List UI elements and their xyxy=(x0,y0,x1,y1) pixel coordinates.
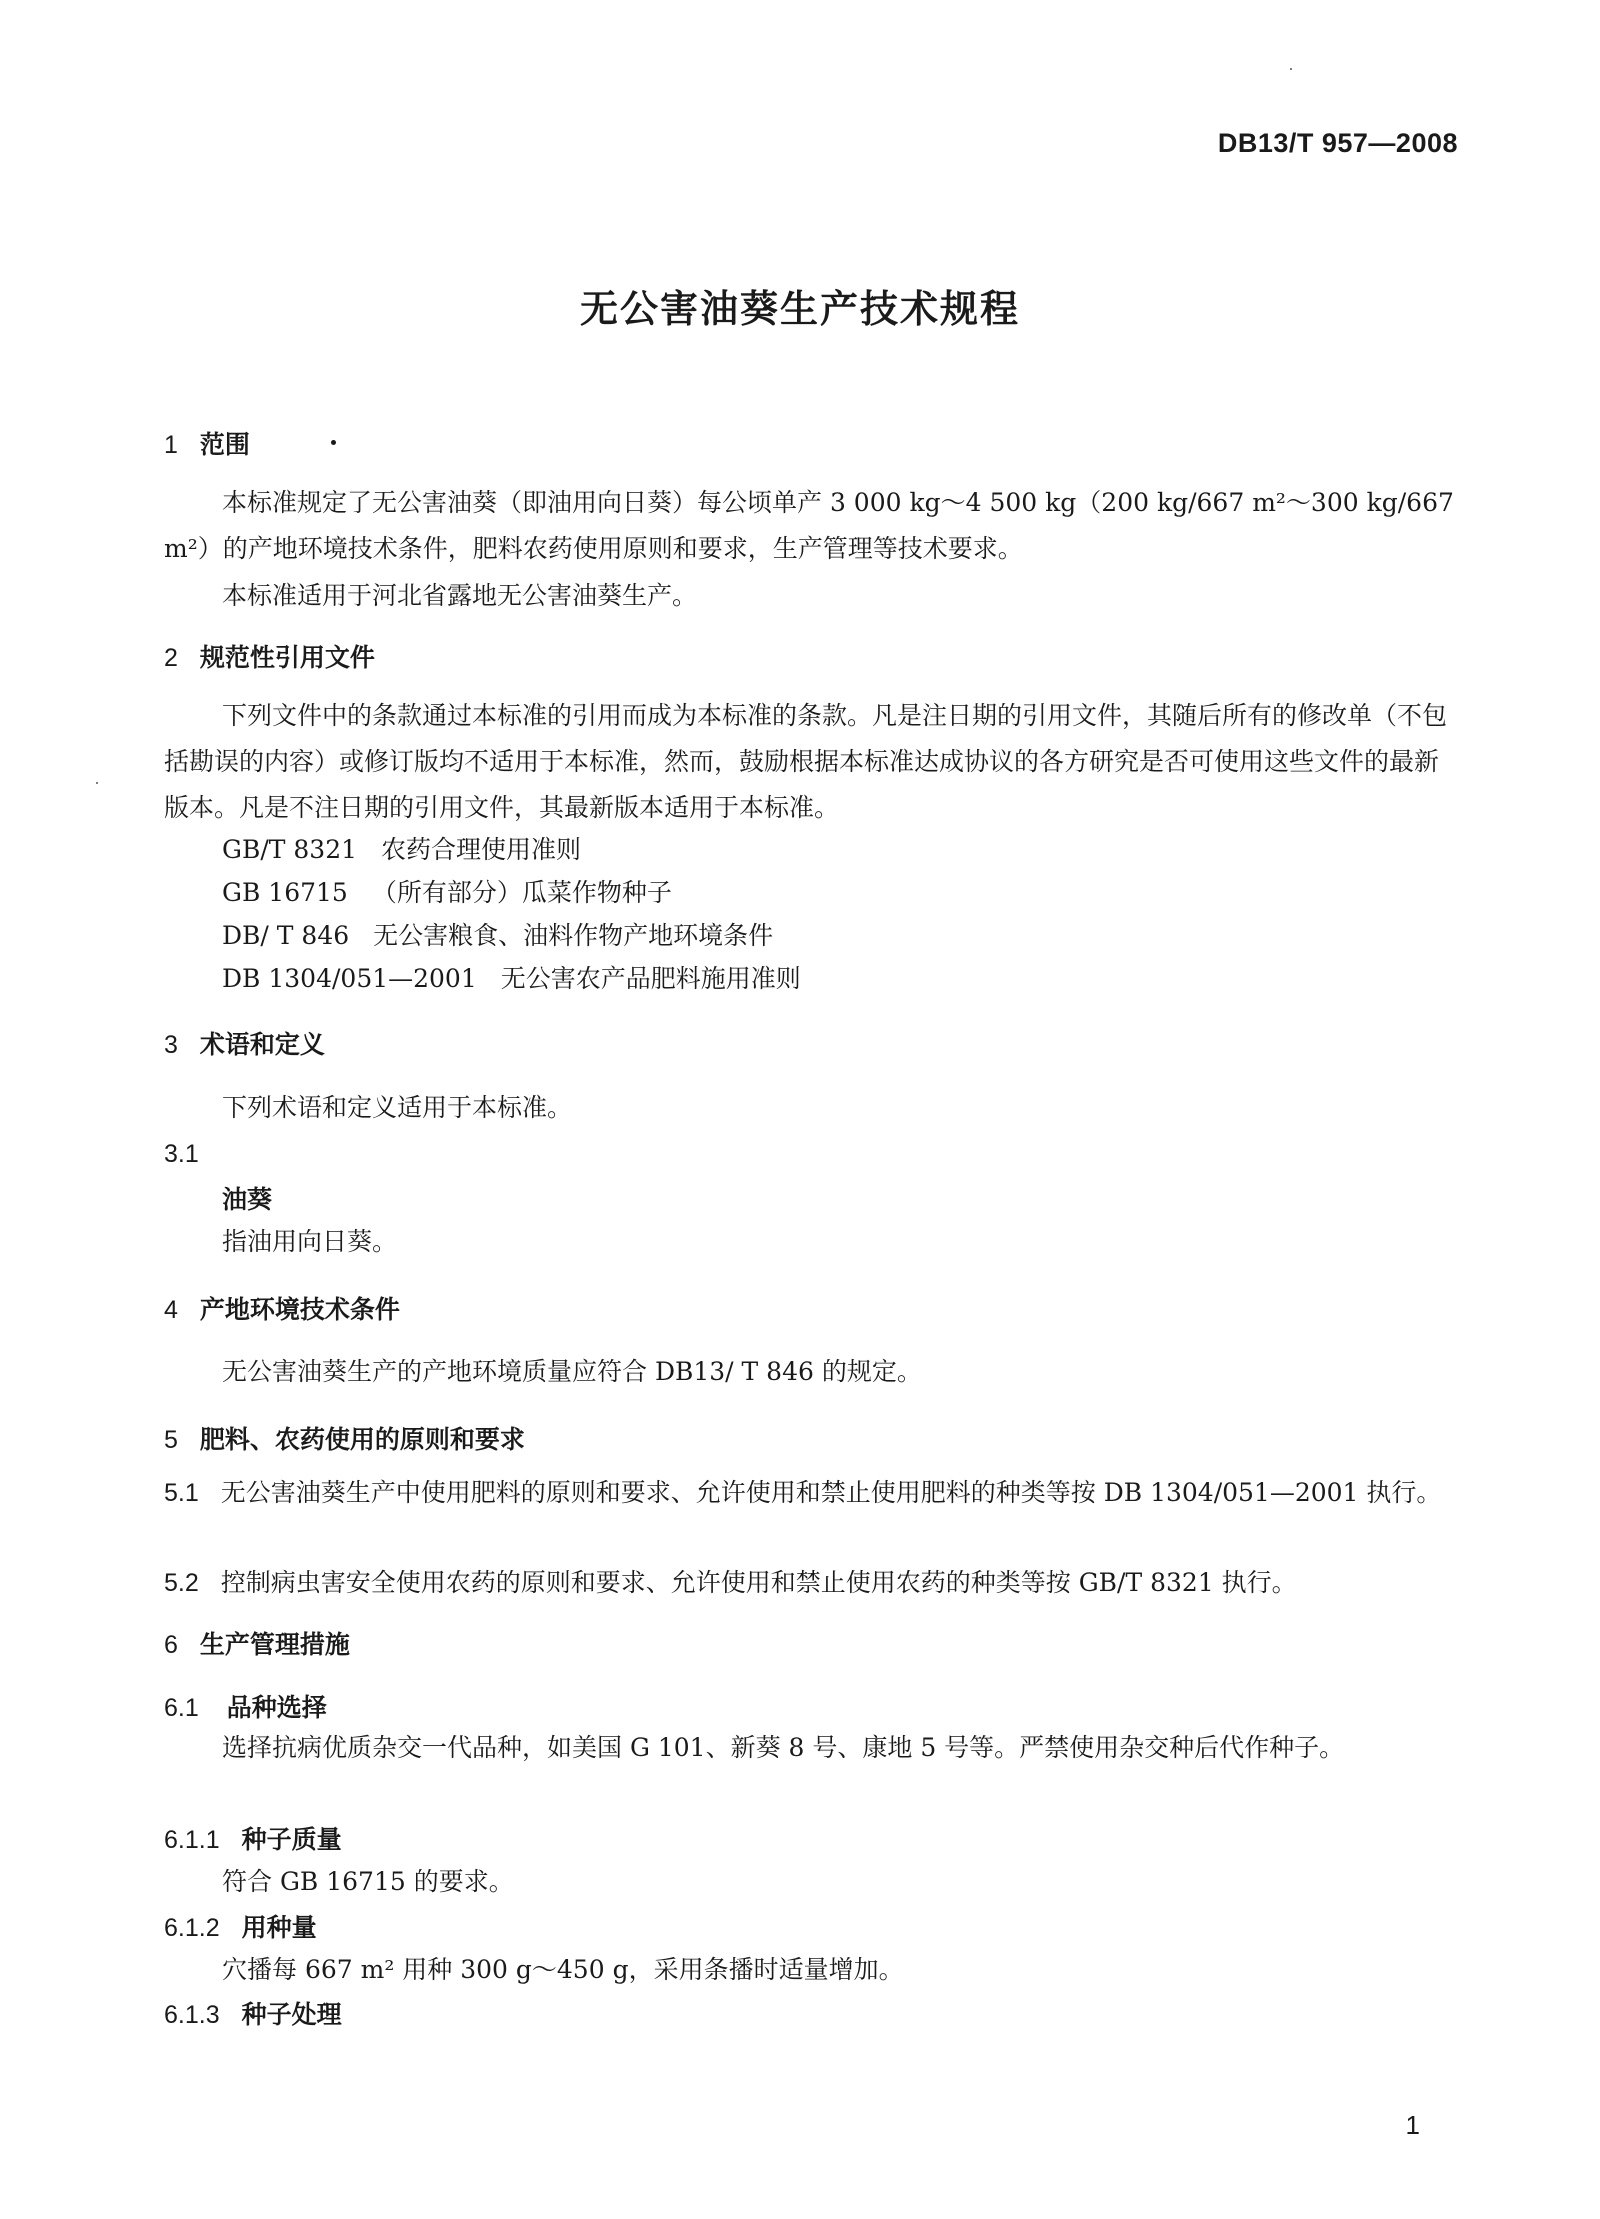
clause-number: 5.1 xyxy=(164,1479,199,1507)
reference-name: 无公害农产品肥料施用准则 xyxy=(500,964,801,993)
clause-5-1 xyxy=(164,1470,1460,1516)
clause-title: 种子处理 xyxy=(241,2000,342,2029)
clause-6-1-text: 选择抗病优质杂交一代品种，如美国 G 101、新葵 8 号、康地 5 号等。严禁使用杂交种后代作种子。 xyxy=(222,1733,1345,1762)
section-4-heading xyxy=(164,1290,400,1326)
section-3-paragraph-1: 下列术语和定义适用于本标准。 xyxy=(222,1093,573,1122)
reference-code: DB/ T 846 xyxy=(222,921,350,950)
clause-title: 用种量 xyxy=(241,1913,317,1942)
section-1-paragraph-2: 本标准适用于河北省露地无公害油葵生产。 xyxy=(222,581,698,610)
reference-name: （所有部分）瓜菜作物种子 xyxy=(371,878,672,907)
reference-item xyxy=(222,873,672,909)
scan-dot xyxy=(331,440,336,445)
clause-number: 6.1.1 xyxy=(164,1826,220,1854)
reference-item xyxy=(222,959,801,995)
document-code: DB13/T 957—2008 xyxy=(1217,128,1458,158)
section-title: 术语和定义 xyxy=(199,1030,325,1059)
scan-speck xyxy=(1290,68,1292,70)
section-number: 3 xyxy=(164,1031,178,1059)
section-6-heading xyxy=(164,1625,350,1661)
section-number: 2 xyxy=(164,644,178,672)
section-3-heading xyxy=(164,1025,325,1061)
reference-name: 无公害粮食、油料作物产地环境条件 xyxy=(373,921,774,950)
section-number: 5 xyxy=(164,1426,178,1454)
clause-number: 3.1 xyxy=(164,1140,199,1168)
clause-number: 5.2 xyxy=(164,1569,199,1597)
clause-5-2 xyxy=(164,1560,1460,1606)
section-1-paragraph-1: 本标准规定了无公害油葵（即油用向日葵）每公顷单产 3 000 kg～4 500 kg（200 kg/667 m²～300 kg/667 m²）的产地环境技术条件，肥料农药使用原则和要求，生产管理等技术要求。 xyxy=(164,488,1454,563)
clause-6-1-3-heading xyxy=(164,1995,342,2031)
clause-number: 6.1 xyxy=(164,1694,199,1722)
section-title: 肥料、农药使用的原则和要求 xyxy=(199,1425,525,1454)
term-definition: 指油用向日葵。 xyxy=(222,1227,398,1256)
reference-item xyxy=(222,830,581,866)
section-5-heading xyxy=(164,1420,525,1456)
term-name: 油葵 xyxy=(222,1185,273,1214)
section-1-heading xyxy=(164,425,250,461)
clause-text: 控制病虫害安全使用农药的原则和要求、允许使用和禁止使用农药的种类等按 GB/T 8321 执行。 xyxy=(220,1568,1297,1597)
clause-title: 种子质量 xyxy=(241,1825,342,1854)
clause-number: 6.1.3 xyxy=(164,2001,220,2029)
section-4-paragraph-1: 无公害油葵生产的产地环境质量应符合 DB13/ T 846 的规定。 xyxy=(222,1357,922,1386)
section-number: 1 xyxy=(164,431,178,459)
clause-6-1-2-heading xyxy=(164,1908,317,1944)
reference-code: GB 16715 xyxy=(222,878,348,907)
reference-item xyxy=(222,916,773,952)
clause-6-1-1-text: 符合 GB 16715 的要求。 xyxy=(222,1867,514,1896)
section-title: 范围 xyxy=(199,430,250,459)
reference-code: GB/T 8321 xyxy=(222,835,358,864)
document-title: 无公害油葵生产技术规程 xyxy=(579,287,1020,331)
section-number: 4 xyxy=(164,1296,178,1324)
section-2-paragraph-1: 下列文件中的条款通过本标准的引用而成为本标准的条款。凡是注日期的引用文件，其随后所有的修改单（不包括勘误的内容）或修订版均不适用于本标准，然而，鼓励根据本标准达成协议的各方研究是否可使用这些文件的最新版本。凡是不注日期的引用文件，其最新版本适用于本标准。 xyxy=(164,701,1448,822)
section-title: 生产管理措施 xyxy=(199,1630,350,1659)
section-title: 产地环境技术条件 xyxy=(199,1295,400,1324)
section-2-heading xyxy=(164,638,375,674)
scan-speck xyxy=(96,782,98,784)
clause-number: 6.1.2 xyxy=(164,1914,220,1942)
clause-text: 无公害油葵生产中使用肥料的原则和要求、允许使用和禁止使用肥料的种类等按 DB 1304/051—2001 执行。 xyxy=(220,1478,1442,1507)
reference-code: DB 1304/051—2001 xyxy=(222,964,477,993)
page-number: 1 xyxy=(1405,2110,1420,2140)
clause-title: 品种选择 xyxy=(226,1693,327,1722)
section-number: 6 xyxy=(164,1631,178,1659)
reference-name: 农药合理使用准则 xyxy=(381,835,582,864)
section-title: 规范性引用文件 xyxy=(199,643,375,672)
clause-6-1-1-heading xyxy=(164,1820,342,1856)
clause-6-1-2-text: 穴播每 667 m² 用种 300 g～450 g，采用条播时适量增加。 xyxy=(222,1955,904,1984)
clause-6-1-heading xyxy=(164,1688,327,1724)
